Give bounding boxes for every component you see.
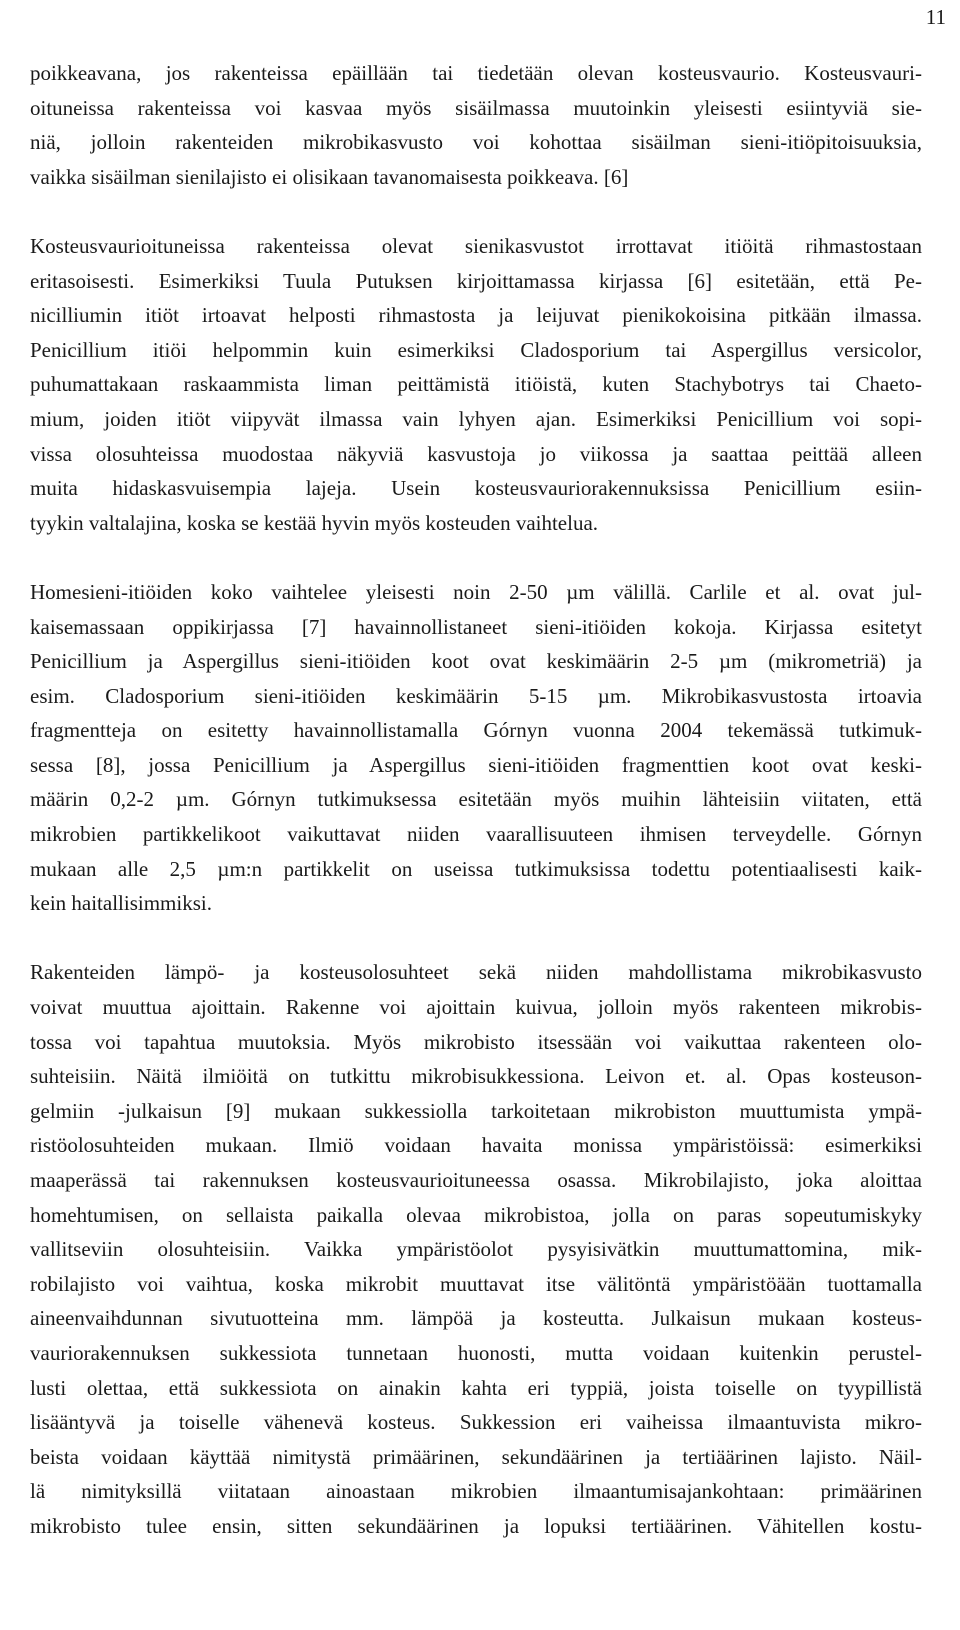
paragraph xyxy=(30,955,922,1543)
text-line: voivat muuttua ajoittain. Rakenne voi ajoittain kuivua, jolloin myös rakenteen mikrobis- xyxy=(30,995,922,1020)
text-line: suhteisiin. Näitä ilmiöitä on tutkittu mikrobisukkessiona. Leivon et. al. Opas kosteuson- xyxy=(30,1064,922,1089)
text-line: maaperässä tai rakennuksen kosteusvaurioituneessa osassa. Mikrobilajisto, joka aloittaa xyxy=(30,1168,922,1192)
text-line: määrin 0,2-2 µm. Górnyn tutkimuksessa esitetään myös muihin lähteisiin viitaten, että xyxy=(30,787,922,812)
text-line: mium, joiden itiöt viipyvät ilmassa vain lyhyen ajan. Esimerkiksi Penicillium voi sopi- xyxy=(30,406,922,431)
text-line: poikkeavana, jos rakenteissa epäillään tai tiedetään olevan kosteusvaurio. Kosteusvauri- xyxy=(30,61,922,85)
paragraph xyxy=(30,575,922,921)
text-line: Penicillium ja Aspergillus sieni-itiöiden koot ovat keskimäärin 2-5 µm (mikrometriä) ja xyxy=(30,649,922,674)
text-line: fragmentteja on esitetty havainnollistamalla Górnyn vuonna 2004 tekemässä tutkimuk- xyxy=(30,718,922,743)
text-line: aineenvaihdunnan sivutuotteina mm. lämpöä ja kosteutta. Julkaisun mukaan kosteus- xyxy=(30,1306,922,1331)
text-line: vauriorakennuksen sukkessiota tunnetaan huonosti, mutta voidaan kuitenkin perustel- xyxy=(30,1340,922,1365)
document-body xyxy=(30,56,922,1544)
text-line: Penicillium itiöi helpommin kuin esimerkiksi Cladosporium tai Aspergillus versicolor, xyxy=(30,337,922,362)
text-line: Homesieni-itiöiden koko vaihtelee yleisesti noin 2-50 µm välillä. Carlile et al. ovat jul- xyxy=(30,579,922,604)
page-number: 11 xyxy=(925,5,946,29)
text-line: esim. Cladosporium sieni-itiöiden keskimäärin 5-15 µm. Mikrobikasvustosta irtoavia xyxy=(30,683,922,708)
text-line: kein haitallisimmiksi. xyxy=(30,891,212,916)
text-line: eritasoisesti. Esimerkiksi Tuula Putuksen kirjoittamassa kirjassa [6] esitetään, että Pe- xyxy=(30,268,922,293)
text-line: niä, jolloin rakenteiden mikrobikasvusto voi kohottaa sisäilman sieni-itiöpitoisuuksia, xyxy=(30,130,922,155)
text-line: sessa [8], jossa Penicillium ja Aspergillus sieni-itiöiden fragmenttien koot ovat keski- xyxy=(30,752,922,777)
text-line: kaisemassaan oppikirjassa [7] havainnollistaneet sieni-itiöiden kokoja. Kirjassa esitetyt xyxy=(30,614,922,639)
text-line: vissa olosuhteissa muodostaa näkyviä kasvustoja jo viikossa ja saattaa peittää alleen xyxy=(30,441,922,466)
text-line: nicilliumin itiöt irtoavat helposti rihmastosta ja leijuvat pienikokoisina pitkään ilmassa. xyxy=(30,303,922,328)
text-line: mukaan alle 2,5 µm:n partikkelit on useissa tutkimuksissa todettu potentiaalisesti kaik- xyxy=(30,856,922,881)
text-line: Kosteusvaurioituneissa rakenteissa olevat sienikasvustot irrottavat itiöitä rihmastostaan xyxy=(30,233,922,258)
text-line: tyykin valtalajina, koska se kestää hyvin myös kosteuden vaihtelua. xyxy=(30,510,599,535)
text-line: oituneissa rakenteissa voi kasvaa myös sisäilmassa muutoinkin yleisesti esiintyviä sie- xyxy=(30,95,922,120)
text-line: tossa voi tapahtua muutoksia. Myös mikrobisto itsessään voi vaikuttaa rakenteen olo- xyxy=(30,1029,922,1054)
text-line: vaikka sisäilman sienilajisto ei olisikaan tavanomaisesta poikkeava. [6] xyxy=(30,164,629,189)
text-line: robilajisto voi vaihtua, koska mikrobit muuttavat itse välitöntä ympäristöään tuottamalla xyxy=(30,1271,922,1296)
text-line: mikrobien partikkelikoot vaikuttavat niiden vaarallisuuteen ihmisen terveydelle. Górnyn xyxy=(30,822,922,847)
text-line: ristöolosuhteiden mukaan. Ilmiö voidaan havaita monissa ympäristöissä: esimerkiksi xyxy=(30,1133,922,1158)
text-line: gelmiin -julkaisun [9] mukaan sukkessiolla tarkoitetaan mikrobiston muuttumista ympä- xyxy=(30,1098,922,1123)
text-line: homehtumisen, on sellaista paikalla olevaa mikrobistoa, jolla on paras sopeutumiskyky xyxy=(30,1202,922,1227)
paragraph xyxy=(30,56,922,194)
text-line: lisääntyvä ja toiselle vähenevä kosteus. Sukkession eri vaiheissa ilmaantuvista mikro- xyxy=(30,1410,922,1435)
text-line: muita hidaskasvuisempia lajeja. Usein kosteusvauriorakennuksissa Penicillium esiin- xyxy=(30,476,922,501)
text-line: puhumattakaan raskaammista liman peittämistä itiöistä, kuten Stachybotrys tai Chaeto- xyxy=(30,372,922,397)
text-line: lä nimityksillä viitataan ainoastaan mikrobien ilmaantumisajankohtaan: primäärinen xyxy=(30,1479,922,1504)
text-line: Rakenteiden lämpö- ja kosteusolosuhteet sekä niiden mahdollistama mikrobikasvusto xyxy=(30,960,922,985)
text-line: mikrobisto tulee ensin, sitten sekundäärinen ja lopuksi tertiäärinen. Vähitellen kostu- xyxy=(30,1513,922,1538)
text-line: vallitseviin olosuhteisiin. Vaikka ympäristöolot pysyisivätkin muuttumattomina, mik- xyxy=(30,1237,922,1262)
text-line: beista voidaan käyttää nimitystä primäärinen, sekundäärinen ja tertiäärinen lajisto. Näil- xyxy=(30,1444,922,1469)
paragraph xyxy=(30,229,922,540)
text-line: lusti olettaa, että sukkessiota on ainakin kahta eri typpiä, joista toiselle on tyypillistä xyxy=(30,1375,922,1400)
